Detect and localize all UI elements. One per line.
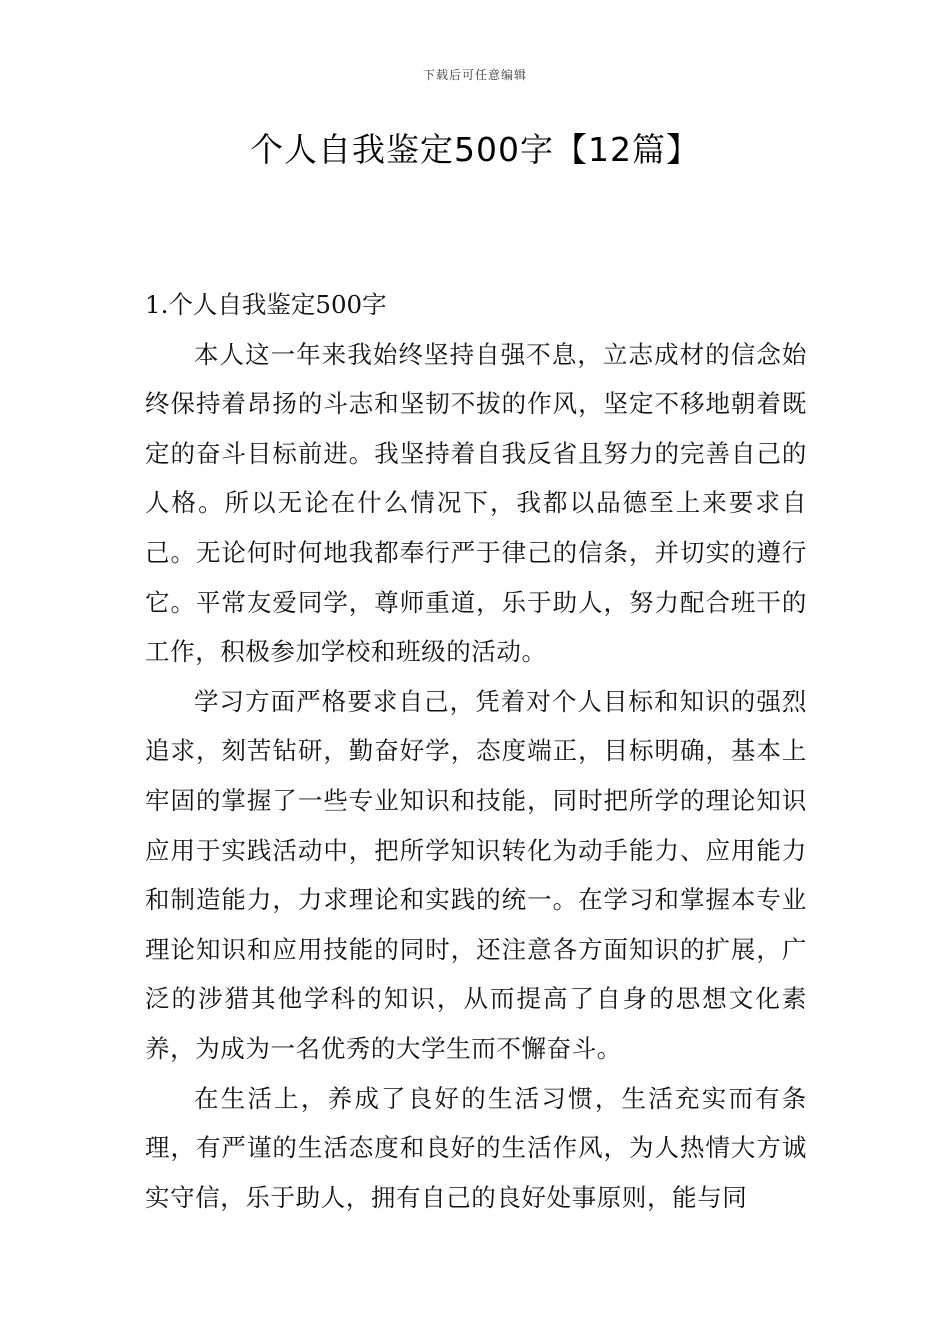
- paragraph: 在生活上，养成了良好的生活习惯，生活充实而有条理，有严谨的生活态度和良好的生活作风，为人热情大方诚实守信，乐于助人，拥有自己的良好处事原则，能与同: [145, 1083, 807, 1212]
- section-heading: 1.个人自我鉴定500字: [145, 290, 387, 319]
- document-body: [145, 280, 807, 1222]
- paragraph: 本人这一年来我始终坚持自强不息，立志成材的信念始终保持着昂扬的斗志和坚韧不拔的作风，坚定不移地朝着既定的奋斗目标前进。我坚持着自我反省且努力的完善自己的人格。所以无论在什么情况下，我都以品德至上来要求自己。无论何时何地我都奉行严于律己的信条，并切实的遵行它。平常友爱同学，尊师重道，乐于助人，努力配合班干的工作，积极参加学校和班级的活动。: [145, 339, 807, 667]
- paragraph: 学习方面严格要求自己，凭着对个人目标和知识的强烈追求，刻苦钻研，勤奋好学，态度端正，目标明确，基本上牢固的掌握了一些专业知识和技能，同时把所学的理论知识应用于实践活动中，把所学知识转化为动手能力、应用能力和制造能力，力求理论和实践的统一。在学习和掌握本专业理论知识和应用技能的同时，还注意各方面知识的扩展，广泛的涉猎其他学科的知识，从而提高了自身的思想文化素养，为成为一名优秀的大学生而不懈奋斗。: [145, 686, 807, 1063]
- header-note: 下载后可任意编辑: [422, 68, 527, 82]
- document-title: 个人自我鉴定500字【12篇】: [250, 130, 700, 169]
